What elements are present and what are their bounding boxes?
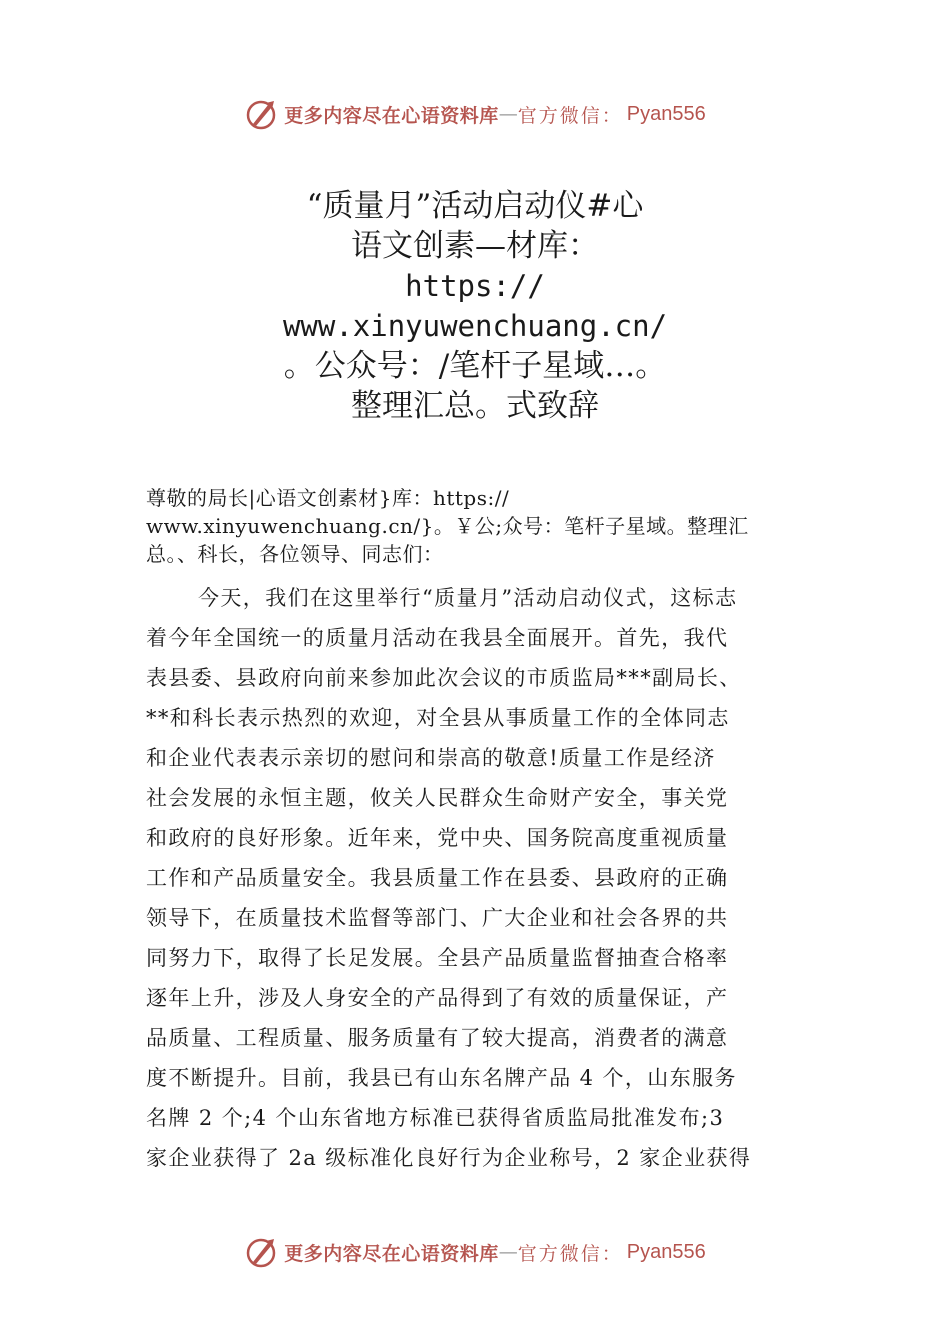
body-line: 名牌 2 个;4 个山东省地方标准已获得省质监局批准发布;3 (146, 1106, 725, 1130)
banner-dash: — (498, 103, 518, 125)
title-line: 。公众号：/笔杆子星域…。 (283, 348, 667, 384)
banner-official-label: 官方微信： (517, 104, 623, 127)
body-line: 工作和产品质量安全。我县质量工作在县委、县政府的正确 (146, 866, 729, 890)
salutation-line: www.xinyuwenchuang.cn/}。￥公;众号：笔杆子星域。整理汇 (146, 514, 749, 538)
salutation-line: 尊敬的局长|心语文创素材}库：https:// (146, 486, 510, 510)
banner-brand-text: 更多内容尽在心语资料库 (284, 104, 499, 127)
document-title (150, 186, 800, 426)
body-line: 逐年上升，涉及人身安全的产品得到了有效的质量保证，产 (146, 986, 729, 1010)
body-line: 度不断提升。目前，我县已有山东名牌产品 4 个，山东服务 (146, 1066, 737, 1090)
body-line: 社会发展的永恒主题，攸关人民群众生命财产安全，事关党 (146, 786, 729, 810)
footer-banner (0, 1232, 950, 1272)
banner-brand-text: 更多内容尽在心语资料库 (284, 1242, 499, 1265)
body-line: 着今年全国统一的质量月活动在我县全面展开。首先，我代 (146, 626, 729, 650)
body-line: 领导下，在质量技术监督等部门、广大企业和社会各界的共 (146, 906, 729, 930)
body-line: 品质量、工程质量、服务质量有了较大提高，消费者的满意 (146, 1026, 729, 1050)
banner-wechat-id: Pyan556 (626, 102, 706, 125)
title-line: 语文创素—材库： (351, 228, 599, 264)
banner-wechat-id: Pyan556 (626, 1240, 706, 1263)
title-line: 整理汇总。式致辞 (351, 388, 599, 424)
banner-dash: — (498, 1241, 518, 1263)
speech-body (146, 578, 818, 1178)
title-line: “质量月”活动启动仪#心 (306, 188, 644, 224)
body-line: 同努力下，取得了长足发展。全县产品质量监督抽查合格率 (146, 946, 729, 970)
quill-pen-icon (244, 1235, 278, 1269)
body-line: 和政府的良好形象。近年来，党中央、国务院高度重视质量 (146, 826, 729, 850)
quill-pen-icon (244, 97, 278, 131)
body-line: 家企业获得了 2a 级标准化良好行为企业称号，2 家企业获得 (146, 1146, 752, 1170)
body-line: 表县委、县政府向前来参加此次会议的市质监局***副局长、 (146, 666, 742, 690)
body-line: **和科长表示热烈的欢迎，对全县从事质量工作的全体同志 (146, 706, 730, 730)
banner-official-label: 官方微信： (517, 1242, 623, 1265)
header-banner (0, 94, 950, 134)
title-line: https:// (405, 269, 545, 303)
salutation (146, 484, 846, 568)
body-line: 和企业代表表示亲切的慰问和崇高的敬意!质量工作是经济 (146, 746, 716, 770)
title-line: www.xinyuwenchuang.cn/ (282, 309, 668, 343)
salutation-line: 总。、科长，各位领导、同志们： (146, 542, 444, 566)
body-line: 今天，我们在这里举行“质量月”活动启动仪式，这标志 (198, 586, 738, 610)
